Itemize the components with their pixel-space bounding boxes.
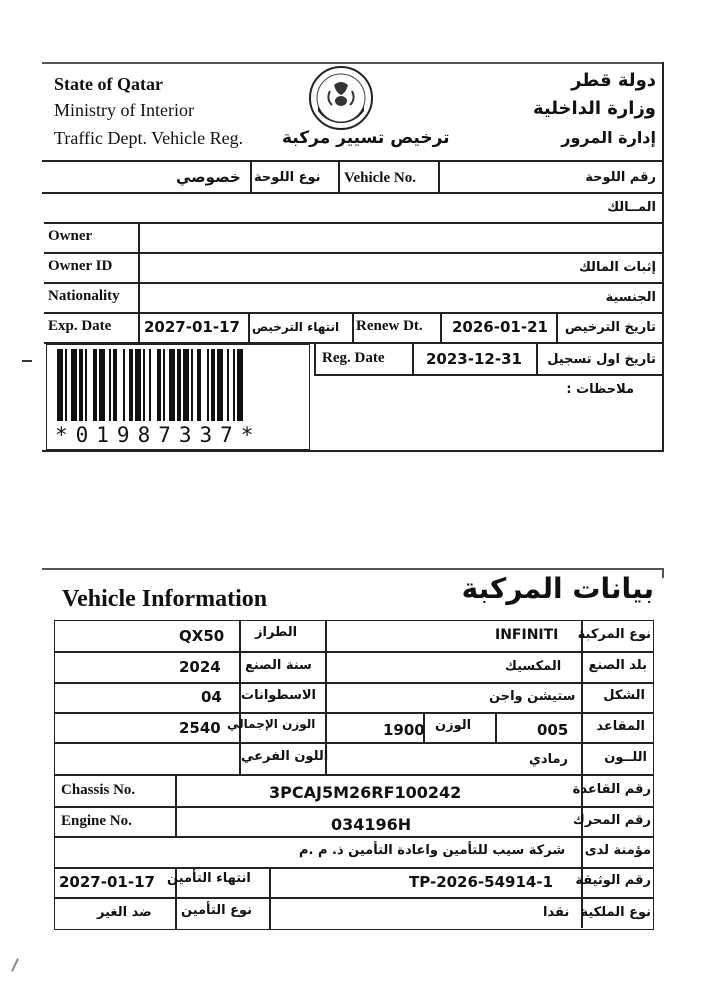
country-value: المكسيك: [505, 659, 562, 674]
policy-label: رقم الوثيقة: [575, 873, 651, 888]
header-ministry: Ministry of Interior: [54, 100, 194, 120]
plate-no-label: رقم اللوحة: [585, 170, 656, 185]
barcode-bar: [71, 349, 77, 421]
stray-mark-bottom: [11, 958, 19, 972]
notes-label-ar: ملاحظات :: [566, 382, 634, 397]
gross-weight-label: الوزن الإجمالي: [227, 717, 316, 731]
ownership-label: نوع الملكية: [580, 905, 651, 920]
barcode-bar: [233, 349, 235, 421]
reg-date-label: Reg. Date: [322, 350, 385, 366]
chassis-value: 3PCAJ5M26RF100242: [269, 783, 462, 802]
barcode-bar: [99, 349, 105, 421]
stray-mark: [22, 360, 32, 362]
engine-value: 034196H: [331, 815, 412, 834]
card-top-border: [42, 62, 664, 64]
plate-type-value: خصوصي: [176, 168, 241, 186]
header-traffic-ar: إدارة المرور: [561, 128, 656, 147]
exp-date-label-ar: انتهاء الترخيص: [252, 320, 340, 334]
owner-label: Owner: [48, 228, 93, 244]
barcode-bar: [109, 349, 111, 421]
barcode-bar: [177, 349, 181, 421]
barcode-bar: [129, 349, 133, 421]
header-state: State of Qatar: [54, 74, 163, 94]
barcode-bar: [163, 349, 165, 421]
insurance-expiry-label: انتهاء التأمين: [167, 871, 251, 886]
engine-label: Engine No.: [61, 813, 132, 829]
barcode-bar: [143, 349, 145, 421]
model-value: QX50: [179, 627, 225, 645]
insurance-expiry-value: 2027-01-17: [59, 873, 155, 891]
barcode-bar: [57, 349, 63, 421]
make-label: نوع المركبة: [577, 627, 651, 642]
barcode-bar: [207, 349, 209, 421]
ownership-value: نقدا: [543, 905, 570, 920]
chassis-label-ar: رقم القاعدة: [572, 782, 651, 797]
shape-value: ستيشن واجن: [489, 689, 576, 704]
barcode-bar: [211, 349, 215, 421]
renew-date-label: Renew Dt.: [356, 318, 423, 334]
registration-card: [42, 62, 664, 452]
barcode-bar: [157, 349, 161, 421]
cylinders-value: 04: [201, 688, 222, 706]
header-traffic-dept: Traffic Dept. Vehicle Reg.: [54, 128, 244, 148]
barcode-bar: [123, 349, 125, 421]
barcode-bar: [197, 349, 201, 421]
ministry-emblem: [308, 65, 374, 135]
barcode-bar: [191, 349, 193, 421]
reg-date-label-ar: تاريخ اول تسجيل: [547, 352, 656, 367]
vehicle-info-table: [54, 620, 654, 930]
vehicle-info-title-ar: بيانات المركبة: [461, 572, 654, 605]
barcode-text: *01987337*: [55, 423, 262, 447]
insurance-type-label: نوع التأمين: [181, 903, 253, 918]
vehicle-no-label: Vehicle No.: [344, 170, 416, 186]
barcode-bar: [79, 349, 83, 421]
insured-value: شركة سيب للتأمين واعادة التأمين ذ. م .م: [299, 843, 566, 858]
country-label: بلد الصنع: [588, 658, 647, 673]
exp-date-label: Exp. Date: [48, 318, 112, 334]
vehicle-info-card: [42, 568, 664, 938]
subcolor-label: اللون الفرعي: [241, 749, 329, 764]
barcode-bar: [149, 349, 151, 421]
header-title-ar: ترخيص تسيير مركبة: [282, 128, 450, 148]
plate-type-label: نوع اللوحة: [254, 170, 321, 185]
reg-date-value: 2023-12-31: [426, 350, 522, 368]
seats-value: 005: [537, 721, 569, 739]
insured-label: مؤمنة لدى: [584, 843, 651, 858]
card-right-border: [662, 62, 664, 452]
renew-date-label-ar: تاريخ الترخيص: [564, 320, 656, 335]
barcode-bar: [65, 349, 67, 421]
barcode-bar: [135, 349, 141, 421]
owner-id-label: Owner ID: [48, 258, 113, 274]
exp-date-value: 2027-01-17: [144, 318, 240, 336]
year-value: 2024: [179, 658, 221, 676]
barcode-bar: [93, 349, 97, 421]
vehicle-info-title: Vehicle Information: [62, 586, 268, 612]
nationality-label-ar: الجنسية: [605, 290, 656, 305]
barcode-bar: [113, 349, 117, 421]
header-ministry-ar: وزارة الداخلية: [532, 98, 656, 119]
weight-label: الوزن: [435, 718, 472, 733]
owner-label-ar: المــالك: [607, 200, 656, 215]
seats-label: المقاعد: [596, 719, 645, 734]
color-label: اللــون: [604, 750, 647, 765]
year-label: سنة الصنع: [245, 658, 312, 673]
gross-weight-value: 2540: [179, 719, 221, 737]
color-value: رمادي: [529, 752, 568, 767]
barcode-box: [46, 344, 310, 450]
barcode-bar: [85, 349, 87, 421]
header-state-ar: دولة قطر: [571, 70, 656, 91]
weight-value: 1900: [383, 721, 425, 739]
make-value: INFINITI: [495, 627, 559, 643]
barcode-bar: [217, 349, 223, 421]
nationality-label: Nationality: [48, 288, 120, 304]
engine-label-ar: رقم المحرك: [572, 813, 651, 828]
barcode-bar: [237, 349, 243, 421]
cylinders-label: الاسطوانات: [241, 688, 317, 703]
chassis-label: Chassis No.: [61, 782, 136, 798]
model-label: الطراز: [255, 625, 298, 640]
barcode-bar: [183, 349, 189, 421]
renew-date-value: 2026-01-21: [452, 318, 548, 336]
owner-id-label-ar: إثبات المالك: [578, 260, 656, 275]
shape-label: الشكل: [603, 688, 645, 703]
barcode-bar: [169, 349, 175, 421]
insurance-type-value: ضد الغير: [97, 905, 152, 920]
policy-value: TP-2026-54914-1: [409, 873, 554, 891]
barcode-bars: [57, 349, 301, 421]
barcode-bar: [227, 349, 229, 421]
